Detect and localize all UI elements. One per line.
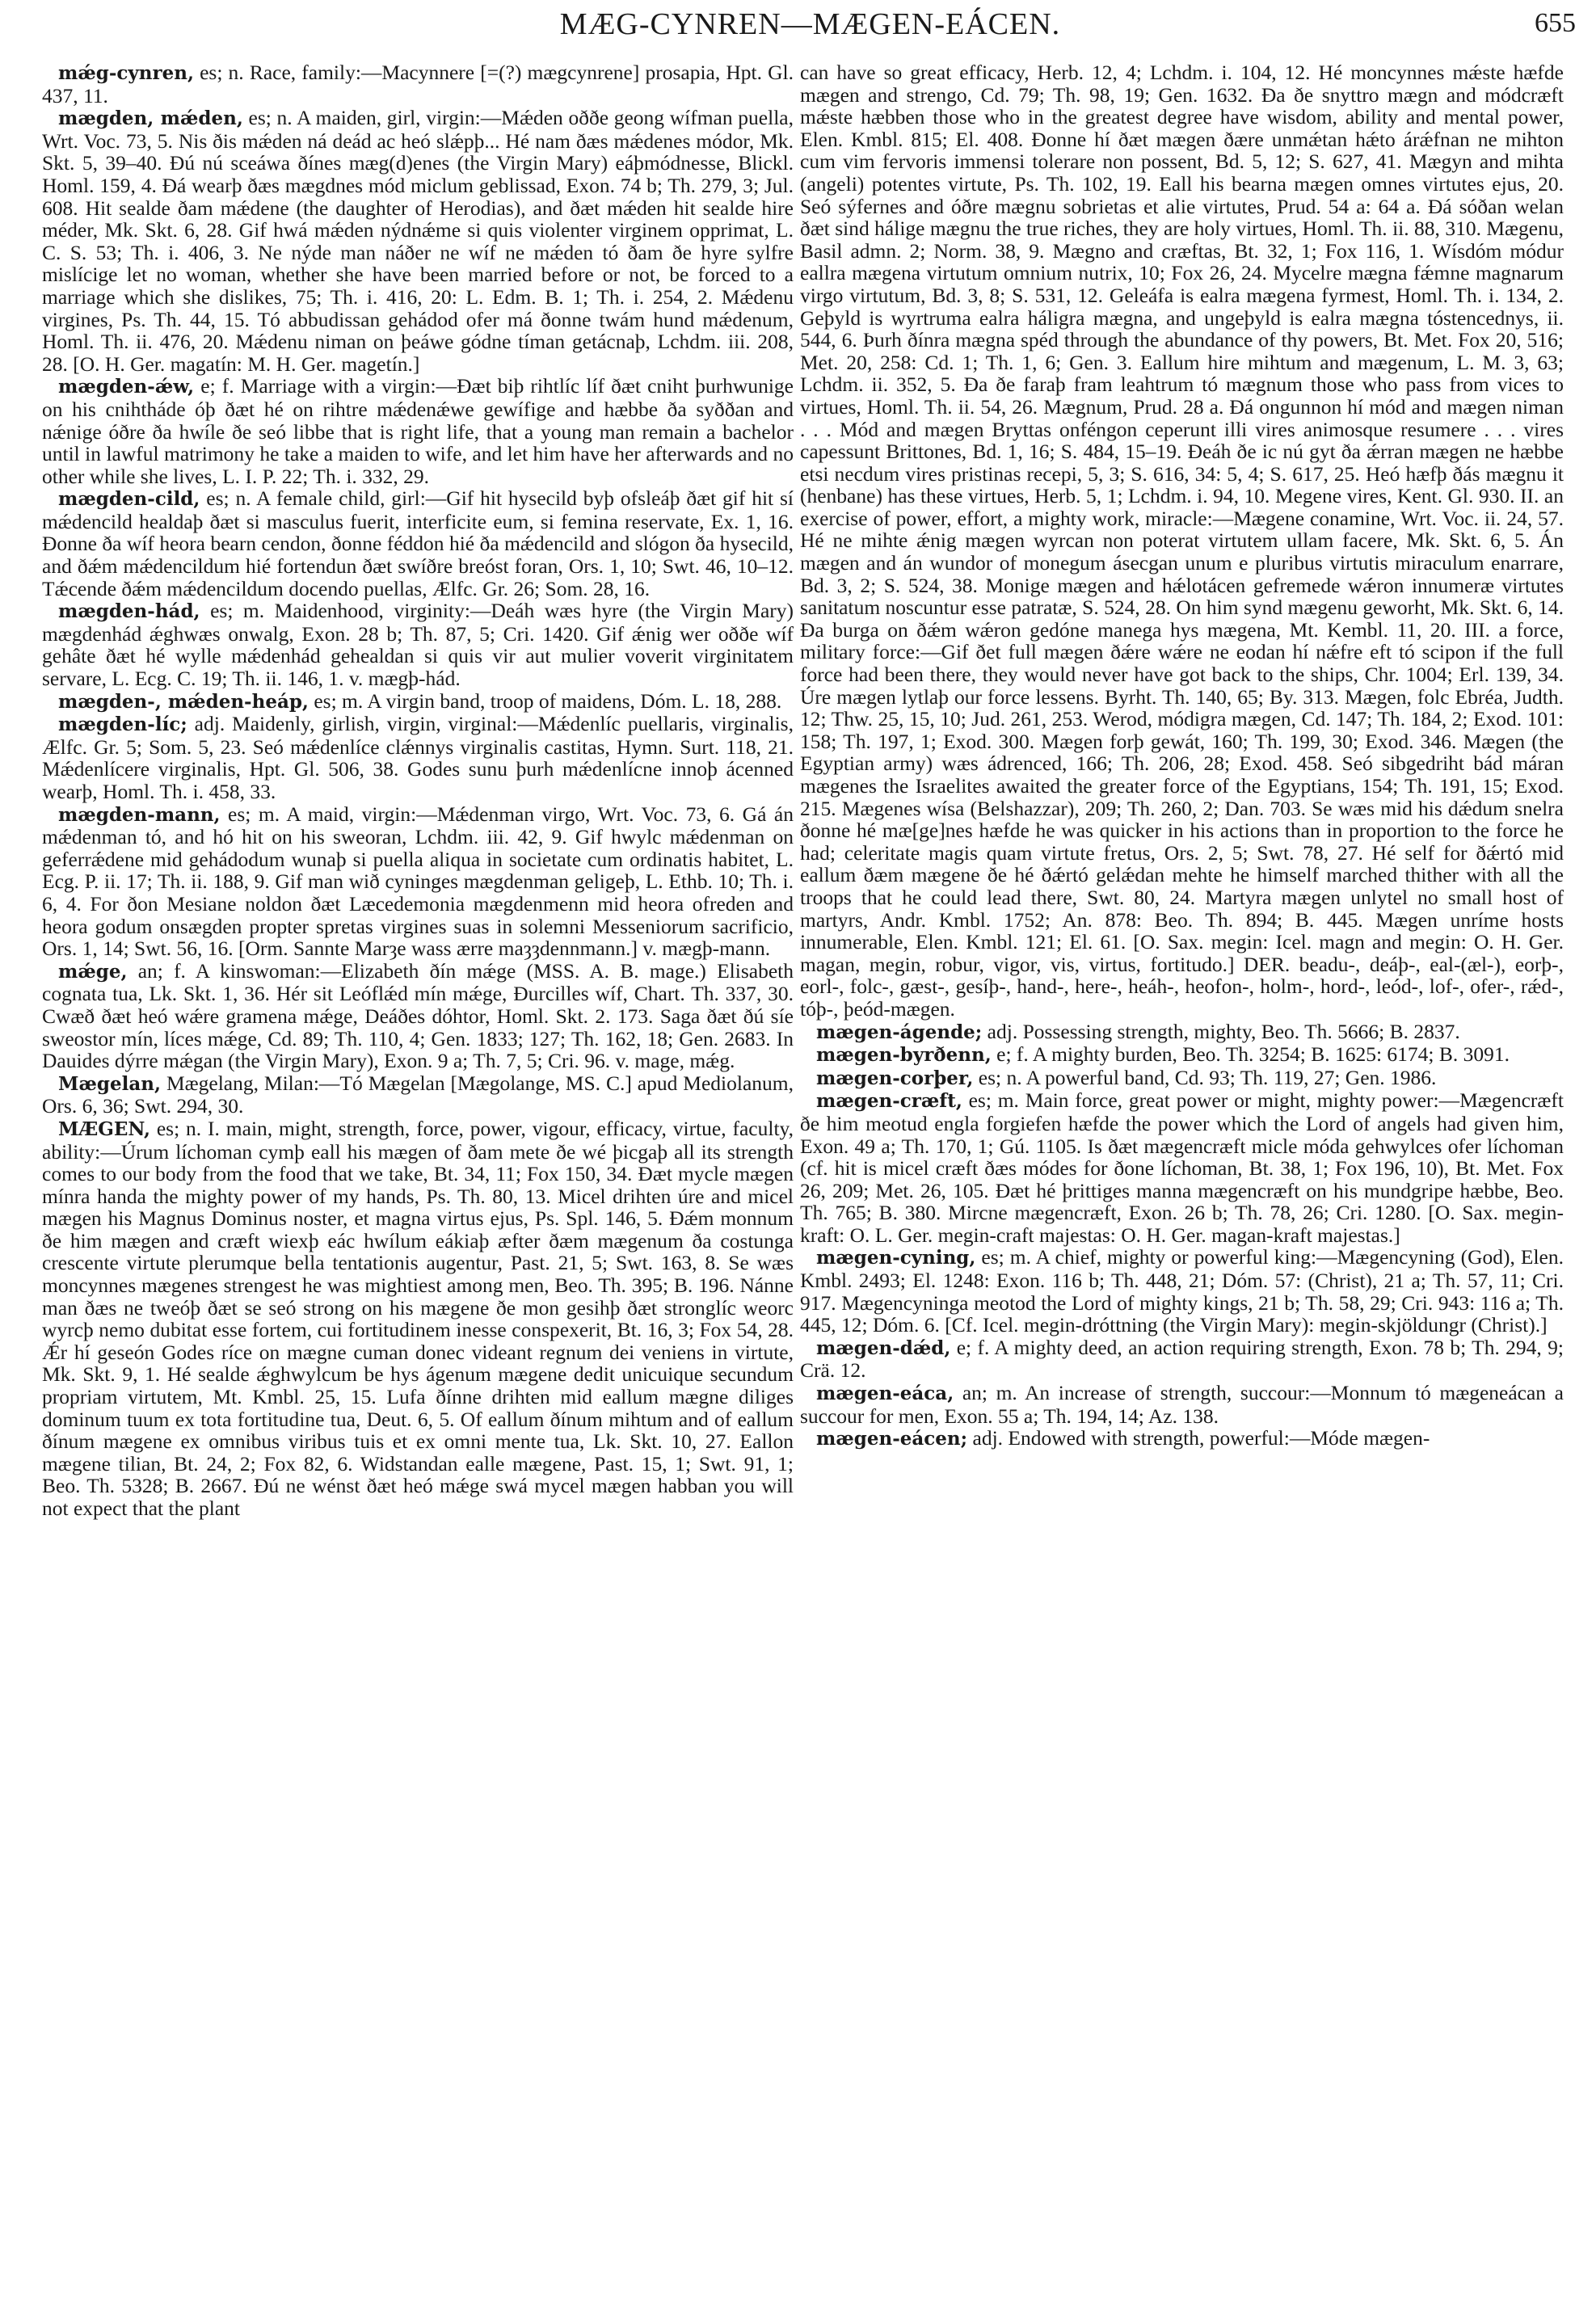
entry-text: adj. Endowed with strength, powerful:—Móde mægen- <box>967 1426 1430 1450</box>
headword: mægden-hád, <box>58 600 200 623</box>
header-title: MÆG-CYNREN—MÆGEN-EÁCEN. <box>559 7 1061 41</box>
headword: mægden-ǽw, <box>58 376 195 398</box>
dictionary-entry <box>42 713 794 802</box>
headword: mægden, mǽden, <box>58 107 243 130</box>
dictionary-entry <box>800 1021 1564 1044</box>
headword: mægen-cyning, <box>816 1247 976 1269</box>
left-column <box>42 61 794 1520</box>
headword: mægden-mann, <box>58 803 221 826</box>
headword: mægen-eáca, <box>816 1383 954 1405</box>
dictionary-entry <box>800 1382 1564 1427</box>
running-header <box>44 6 1576 47</box>
entry-text: an; f. A kinswoman:—Elizabeth ðín mǽge (MSS. A. B. mage.) Elisabeth cognata tua, Lk. Skt. 1, 36. Hér sit Leóflǽd mín mǽge, Ðurcilles wíf, Chart. Th. 337, 30. Cwæð ðæt heó wǽre gramena mǽge, Deáðes dóhtor, Homl. Skt. 2. 173. Saga ðæt ðú síe sweostor mín, líces mǽge, Cd. 89; Th. 110, 4; Gen. 1833; 127; Th. 162, 18; Gen. 2683. In Dauides dýrre mǽgan (the Virgin Mary), Exon. 9 a; Th. 7, 5; Cri. 96. v. mage, mǽg. <box>42 958 794 1073</box>
headword: mægen-ágende; <box>816 1021 983 1043</box>
dictionary-entry <box>42 375 794 487</box>
entry-text: es; m. Main force, great power or might, mighty power:—Mægencræft ðe him meotud engla forgiefen hæfde the power which the Lord of angels had given him, Exon. 49 a; Th. 170, 1; Gú. 1105. Is ðæt mægencræft micle móda gehwylces ofer líchoman (cf. hit is micel cræft ðæs módes for ðone líchoman, Bt. 38, 1; Fox 196, 10), Bt. Met. Fox 26, 209; Met. 26, 105. Ðæt hé þrittiges manna mægencræft on his mundgripe hæbbe, Beo. Th. 765; B. 380. Mircne mægencræft, Exon. 26 b; Th. 78, 26; Cri. 1280. [O. Sax. megin-kraft: O. L. Ger. megin-craft majestas: O. H. Ger. magan-kraft majestas.] <box>800 1088 1564 1247</box>
dictionary-entry <box>800 1246 1564 1336</box>
dictionary-entry <box>800 1067 1564 1090</box>
page-number: 655 <box>1535 8 1576 38</box>
entry-text: an; m. An increase of strength, succour:—Monnum tó mægeneácan a succour for men, Exon. 55 a; Th. 194, 14; Az. 138. <box>800 1381 1564 1428</box>
dictionary-entry <box>42 487 794 600</box>
entry-text: can have so great efficacy, Herb. 12, 4; Lchdm. i. 104, 12. Hé moncynnes mǽste hæfde mægen and strengo, Cd. 79; Th. 98, 19; Gen. 1632. Ða ðe snyttro mægn and módcræft mǽste hæbben those who in the greatest degree have wisdom, ability and mental power, Elen. Kmbl. 815; El. 408. Ðonne hí ðæt mægen ðære unmǽtan hǽto árǽfnan ne mihton cum vim fervoris immensi tolerare non possent, Bd. 5, 12; S. 627, 41. Mægyn and mihta (angeli) potentes virtute, Ps. Th. 102, 19. Eall his bearna mægen omnes virtutes ejus, 20. Seó sýfernes and óðre mægnu sobrietas et alie virtutes, Prud. 54 a: 64 a. Ðá sóðan welan ðæt sind hálige mægnu the true riches, they are holy virtues, Homl. Th. ii. 88, 310. Mægenu, Basil admn. 2; Norm. 38, 9. Mægno and cræftas, Bt. 32, 1; Fox 116, 1. Wísdóm módur eallra mægena virtutum omnium nutrix, 10; Fox 26, 24. Mycelre mægna fǽmne magnarum virgo virtutum, Bd. 3, 8; S. 531, 12. Geleáfa is ealra mægena fyrmest, Homl. Th. i. 134, 2. Geþyld is wyrtruma ealra háligra mægna, and ungeþyld is ealra mægna tóstencednys, ii. 544, 6. Þurh ðínra mægna spéd through the abundance of thy powers, Bt. Met. Fox 20, 516; Met. 20, 258: Cd. 1; Th. 1, 6; Gen. 3. Eallum hire mihtum and mægenum, L. M. 3, 63; Lchdm. ii. 352, 5. Ða ðe faraþ fram leahtrum tó mægnum those who pass from vices to virtues, Homl. Th. ii. 54, 26. Mægnum, Prud. 28 a. Ðá ongunnon hí mód and mægen niman . . . Mód and mægen Bryttas onféngon ceperunt illi vires animosque resumere . . . vires capessunt Brittones, Bd. 1, 16; S. 484, 15–19. Ðeáh ðe ic nú gyt ða ǽrran mægen ne hæbbe etsi necdum vires pristinas recepi, 5, 3; S. 616, 34: 5, 4; S. 617, 25. Heó hæfþ ðás mægnu it (henbane) has these virtues, Herb. 5, 1; Lchdm. i. 94, 10. Megene vires, Kent. Gl. 930. II. an exercise of power, effort, a mighty work, miracle:—Mægene conamine, Wrt. Voc. ii. 24, 57. Hé ne mihte ǽnig mægen wyrcan non poterat virtutem ullam facere, Mk. Skt. 6, 5. Án mægen and án wundor of monegum ásecgan unum e pluribus virtutis miraculum enarrare, Bd. 3, 2; S. 524, 38. Monige mægen and hǽlotácen gefremede wǽron innumeræ virtutes sanitatum noscuntur esse patratæ, S. 524, 28. On him synd mægenu geworht, Mk. Skt. 6, 14. Ða burga on ðǽm wǽron gedóne manega hys mægena, Mt. Kembl. 11, 20. III. a force, military force:—Gif ðet full mægen ðǽre wǽre ne eodan hí nǽfre eft tó scipon if the full force had been there, they would never have got back to the ships, Chr. 1004; Erl. 139, 34. Úre mægen lytlaþ our force lessens. Byrht. Th. 140, 65; By. 313. Mægen, folc Ebréa, Judth. 12; Thw. 25, 15, 10; Jud. 261, 253. Werod, módigra mægen, Cd. 147; Th. 184, 2; Exod. 101: 158; Th. 197, 1; Exod. 300. Mægen forþ gewát, 160; Th. 199, 30; Exod. 346. Mægen (the Egyptian army) wæs ádrenced, 166; Th. 206, 28; Exod. 458. Seó sibgedriht bád máran mægenes the Israelites awaited the greater force of the Egyptians, 154; Th. 191, 15; Exod. 215. Mægenes wísa (Belshazzar), 209; Th. 260, 2; Dan. 703. Se wæs mid his dǽdum snelra ðonne hé mæ[ge]nes hæfde he was quicker in his actions than in proportion to the force he had; celeritate magis quam virtute fretus, Ors. 2, 5; Swt. 78, 27. Hé self for ðǽrtó mid eallum ðæm mægene ðe hé ðǽrtó gelǽdan mehte he himself marched thither with all the troops that he could lead there, Swt. 80, 24. Martyra mægen unlytel no small host of martyrs, Andr. Kmbl. 1752; An. 878: Beo. Th. 894; B. 445. Mægen unríme hosts innumerable, Elen. Kmbl. 121; El. 61. [O. Sax. megin: Icel. magn and megin: O. H. Ger. magan, megin, robur, vigor, vis, virtus, fortitudo.] DER. beadu-, deáþ-, eal-(æl-), eorþ-, eorl-, folc-, gæst-, gesíþ-, hand-, here-, heáh-, heofon-, holm-, hord-, leód-, lof-, ofer-, rǽd-, tóþ-, þeód-mægen. <box>800 61 1564 1021</box>
dictionary-entry <box>42 803 794 960</box>
headword: mægen-cræft, <box>816 1090 962 1113</box>
headword: mægen-corþer, <box>816 1067 974 1089</box>
headword: mægden-líc; <box>58 714 187 736</box>
entry-text: adj. Maidenly, girlish, virgin, virginal:—Mǽdenlíc puellaris, virginalis, Ælfc. Gr. 5; Som. 5, 23. Seó mǽdenlíce clǽnnys virginalis castitas, Hymn. Surt. 118, 21. Mǽdenlícere virginalis, Hpt. Gl. 506, 38. Godes sunu þurh mǽdenlícne innoþ ácenned wearþ, Homl. Th. i. 458, 33. <box>42 712 794 803</box>
dictionary-entry <box>42 960 794 1072</box>
headword: mægden-cild, <box>58 488 200 511</box>
entry-text: es; n. A female child, girl:—Gif hit hysecild byþ ofsleáþ ðæt gif hit sí mǽdencild healdaþ ðæt si masculus fuerit, interficite eum, si femina reservate, Ex. 1, 16. Ðonne ða wíf heora bearn cendon, ðonne féddon hié ða mǽdencild and slógon ða hysecild, and ðǽm mǽdencildum hié fortendun ðæt swíðre breóst foran, Ors. 1, 10; Swt. 46, 10–12. Tǽcende ðǽm mǽdencildum docendo puellas, Ælfc. Gr. 26; Som. 28, 16. <box>42 486 794 600</box>
dictionary-entry <box>42 690 794 714</box>
dictionary-entry <box>42 61 794 107</box>
headword: mægen-eácen; <box>816 1428 968 1450</box>
dictionary-entry <box>42 1118 794 1520</box>
right-column <box>800 61 1564 1450</box>
entry-text: es; m. A chief, mighty or powerful king:—Mægencyning (God), Elen. Kmbl. 2493; El. 1248: Exon. 116 b; Th. 448, 21; Dóm. 57: (Christ), 21 a; Th. 57, 11; Cri. 917. Mægencyninga meotod the Lord of mighty kings, 21 b; Th. 58, 29; Cri. 943: 116 a; Th. 445, 12; Dóm. 6. [Cf. Icel. megin-dróttning (the Virgin Mary): megin-skjöldungr (Christ).] <box>800 1245 1564 1337</box>
entry-text: adj. Possessing strength, mighty, Beo. Th. 5666; B. 2837. <box>982 1019 1460 1043</box>
entry-text: es; n. A powerful band, Cd. 93; Th. 119, 27; Gen. 1986. <box>973 1065 1437 1089</box>
dictionary-entry <box>800 61 1564 1021</box>
entry-text: es; n. Race, family:—Macynnere [=(?) mægcynrene] prosapia, Hpt. Gl. 437, 11. <box>42 61 794 107</box>
headword: mægden-, mǽden-heáp, <box>58 690 309 713</box>
entry-text: e; f. A mighty burden, Beo. Th. 3254; B. 1625: 6174; B. 3091. <box>991 1042 1510 1067</box>
headword: mægen-byrðenn, <box>816 1044 992 1067</box>
entry-text: es; m. Maidenhood, virginity:—Deáh wæs hyre (the Virgin Mary) mægdenhád ǽghwæs onwalg, Exon. 28 b; Th. 87, 5; Cri. 1420. Gif ǽnig wer oððe wíf gehâte ðæt hé wylle mǽdenhád gehealdan si quis vir aut mulier voverit virginitatem servare, L. Ecg. C. 19; Th. ii. 146, 1. v. mægþ-hád. <box>42 599 794 691</box>
dictionary-entry <box>800 1043 1564 1067</box>
headword: mægen-dǽd, <box>816 1337 951 1359</box>
entry-text: es; m. A virgin band, troop of maidens, Dóm. L. 18, 288. <box>308 688 782 713</box>
dictionary-entry <box>42 107 794 375</box>
entry-text: e; f. A mighty deed, an action requiring strength, Exon. 78 b; Th. 294, 9; Crä. 12. <box>800 1335 1564 1383</box>
entry-text: es; n. I. main, might, strength, force, power, vigour, efficacy, virtue, faculty, ability:—Úrum líchoman cymþ eall his mægen of ðam mete ðe wé þicgaþ all its strength comes to our body from the food that we take, Bt. 34, 11; Fox 150, 34. Ðæt mycle mægen mínra handa the mighty power of my hands, Ps. Th. 80, 13. Micel drihten úre and micel mægen his Magnus Dominus noster, et magna virtus ejus, Ps. Spl. 146, 5. Ðǽm monnum ðe him mægen and cræft wiexþ eác hwílum eákiaþ æfter ðæm mægenum ða costunga crescente virtute plerumque bella tentationis augentur, Past. 21, 5; Swt. 163, 8. Se wæs moncynnes mægenes strengest he was mightiest among men, Beo. Th. 395; B. 196. Nánne man ðæs ne tweóþ ðæt se seó strong on his mægene ðe mon gesihþ ðæt stronglíc weorc wyrcþ nemo dubitat esse fortem, cui fortitudinem inesse conspexerit, Bt. 16, 3; Fox 54, 28. Ǽr hí geseón Godes ríce on mægne cuman donec videant regnum dei veniens in virtute, Mk. Skt. 9, 1. Hé sealde ǽghwylcum be hys ágenum mægene dedit unicuique secundum propriam virtutem, Mt. Kmbl. 25, 15. Lufa ðínne drihten mid eallum mægne diliges dominum tuum ex tota fortitudine tua, Deut. 6, 5. Of eallum ðínum mihtum and of eallum ðínum mægene ex omnibus viribus tuis et ex omni mente tua, Lk. Skt. 10, 27. Eallon mægene tilian, Bt. 24, 2; Fox 82, 6. Widstandan ealle mægene, Past. 15, 1; Swt. 91, 1; Beo. Th. 5328; B. 2667. Ðú ne wénst ðæt heó mǽge swá mycel mægen habban you will not expect that the plant <box>42 1116 794 1520</box>
dictionary-entry <box>800 1427 1564 1450</box>
headword: mǽge, <box>58 960 128 983</box>
dictionary-entry <box>42 600 794 689</box>
entry-text: Mægelang, Milan:—Tó Mægelan [Mægolange, MS. C.] apud Mediolanum, Ors. 6, 36; Swt. 294, 30. <box>42 1071 794 1118</box>
headword: Mægelan, <box>58 1072 161 1095</box>
headword: mǽg-cynren, <box>58 62 194 84</box>
headword: MÆGEN, <box>58 1118 150 1140</box>
dictionary-entry <box>42 1072 794 1118</box>
dictionary-entry <box>800 1337 1564 1382</box>
dictionary-entry <box>800 1089 1564 1246</box>
entry-text: es; m. A maid, virgin:—Mǽdenman virgo, Wrt. Voc. 73, 6. Gá án mǽdenman tó, and hó hit on his sweoran, Lchdm. iii. 42, 9. Gif hwylc mǽdenman on geferrǽdene mid gehádodum wunaþ si puella aliqua in societate cum ordinatis habitet, L. Ecg. P. ii. 17; Th. ii. 188, 9. Gif man wið cyninges mægdenman geligeþ, L. Ethb. 10; Th. i. 6, 4. For ðon Mesiane noldon ðæt Læcedemonia mægdenmenn mid heora ofreden and heora godum onsægden propter spretas virgines suas in solemni Messeniorum sacrificio, Ors. 1, 14; Swt. 56, 16. [Orm. Sannte Marȝe wass ærre maȝȝdennmann.] v. mægþ-mann. <box>42 802 794 961</box>
entry-text: es; n. A maiden, girl, virgin:—Mǽden oððe geong wífman puella, Wrt. Voc. 73, 5. Nis ðis mǽden ná deád ac heó slǽpþ... Hé nam ðæs mǽdenes módor, Mk. Skt. 5, 39–40. Ðú nú sceáwa ðínes mæg(d)enes (the Virgin Mary) eáþmódnesse, Blickl. Homl. 159, 4. Ðá wearþ ðæs mægdnes mód miclum geblissad, Exon. 74 b; Th. 279, 3; Jul. 608. Hit sealde ðam mǽdene (the daughter of Herodias), and ðæt mǽden hit sealde hire méder, Mk. Skt. 6, 28. Gif hwá mǽden nýdnǽme si quis violenter virginem opprimat, L. C. S. 53; Th. i. 406, 3. Ne nýde man náðer ne wíf ne mǽden tó ðam ðe hyre sylfre mislícige let no woman, whether she have been married before or not, be forced to a marriage which she dislikes, 75; Th. i. 416, 20: L. Edm. B. 1; Th. i. 254, 2. Mǽdenu virgines, Ps. Th. 44, 15. Tó abbudissan gehádod ofer má ðonne twám hund mǽdenum, Homl. Th. ii. 476, 20. Mǽdenu niman on þeáwe gódne tíman getácnaþ, Lchdm. iii. 208, 28. [O. H. Ger. magatín: M. H. Ger. magetín.] <box>42 106 794 376</box>
entry-text: e; f. Marriage with a virgin:—Ðæt biþ rihtlíc líf ðæt cniht þurhwunige on his cnihtháde óþ ðæt hé on rihtre mǽdenǽwe gewífige and hæbbe ða syððan and nǽnige óðre ða hwíle ðe seó libbe that is right life, that a young man remain a bachelor until in lawful matrimony he take a maiden to wife, and let him have her afterwards and no other while she lives, L. I. P. 22; Th. i. 332, 29. <box>42 374 794 488</box>
